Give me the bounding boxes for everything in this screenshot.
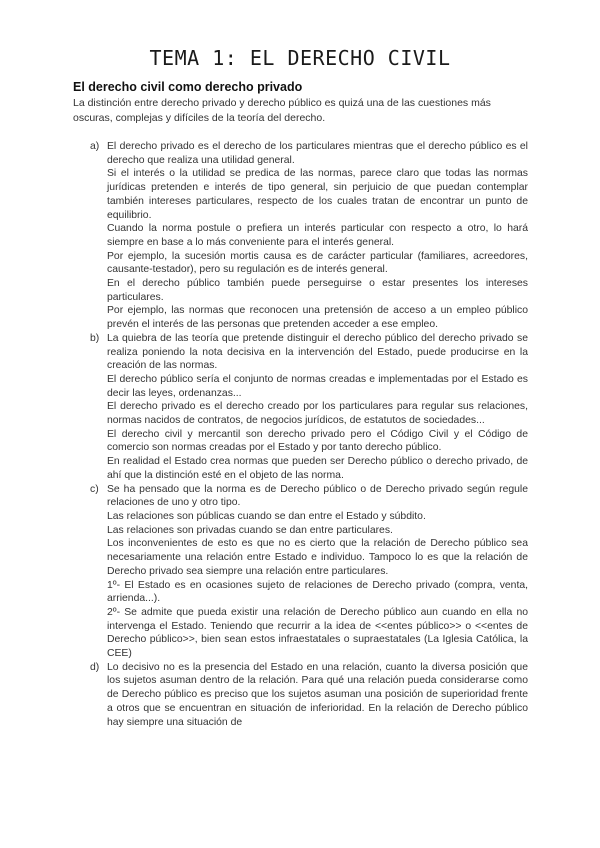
list-marker: a) [90, 141, 100, 152]
list-item [90, 140, 528, 332]
intro-paragraph: La distinción entre derecho privado y derecho público es quizá una de las cuestiones más oscuras, complejas y difíciles de la teoría del derecho. [73, 97, 491, 124]
list-item [90, 483, 528, 661]
list-marker: d) [90, 661, 100, 673]
list-marker: b) [90, 332, 100, 344]
paragraph: Lo decisivo no es la presencia del Estado en una relación, cuanto la diversa posición que los sujetos asuman dentro de la relación. Para qué una relación pueda considerarse como de Derecho público es preciso que los sujetos asuman una posición de superioridad frente a otros que se encuentran en situación de inferioridad. En la relación de Derecho público hay siempre una situación de [107, 661, 528, 728]
list-item [90, 332, 528, 483]
paragraph: Se ha pensado que la norma es de Derecho público o de Derecho privado según regule relaciones de uno y otro tipo. [107, 483, 528, 509]
section-heading: El derecho civil como derecho privado [73, 80, 303, 94]
paragraph: Cuando la norma postule o prefiera un interés particular con respecto a otro, lo hará siempre en base a lo más conveniente para el interés general. [107, 223, 528, 248]
paragraph: El derecho civil y mercantil son derecho privado pero el Código Civil y el Código de comercio son normas creadas por el Estado y por tanto derecho público. [107, 428, 528, 454]
paragraph: 2º- Se admite que pueda existir una relación de Derecho público aun cuando en ella no intervenga el Estado. Teniendo que recurrir a la idea de <<entes público>> o <<entes de Derecho público>>, bien sean estos infraestatales o supraestatales (La Iglesia Católica, la CEE) [107, 606, 528, 660]
list-marker: c) [90, 483, 99, 495]
paragraph: El derecho privado es el derecho creado por los particulares para regular sus relaciones, normas nacidos de contratos, de negocios jurídicos, de estatutos de sociedades... [107, 401, 528, 427]
point-list [90, 140, 528, 729]
paragraph: Por ejemplo, la sucesión mortis causa es de carácter particular (familiares, acreedores, causante-testador), pero su regulación es de interés general. [107, 250, 528, 276]
paragraph: 1º- El Estado es en ocasiones sujeto de relaciones de Derecho privado (compra, venta, arrienda...). [107, 579, 528, 605]
page-title: TEMA 1: EL DERECHO CIVIL [149, 46, 451, 70]
paragraph: La quiebra de las teoría que pretende distinguir el derecho público del derecho privado se realiza poniendo la nota decisiva en la intervención del Estado, puede producirse en la creación de las normas. [107, 332, 528, 372]
paragraph: El derecho público sería el conjunto de normas creadas e implementadas por el Estado es decir las leyes, ordenanzas... [107, 373, 528, 399]
list-item [90, 661, 528, 730]
paragraph: Si el interés o la utilidad se predica de las normas, parece claro que todas las normas jurídicas pretenden e interés de tipo general, sin perjuicio de que puedan contemplar también intereses particulares, respecto de los cuales tratan de encontrar un punto de equilibrio. [107, 168, 528, 221]
paragraph: Las relaciones son públicas cuando se dan entre el Estado y súbdito. [107, 510, 426, 522]
paragraph: Por ejemplo, las normas que reconocen una pretensión de acceso a un empleo público prevén el interés de las personas que pretenden acceder a ese empleo. [107, 305, 528, 331]
paragraph: Las relaciones son privadas cuando se dan entre particulares. [107, 524, 393, 536]
paragraph: Los inconvenientes de esto es que no es cierto que la relación de Derecho público sea necesariamente una relación entre Estado e individuo. Tampoco lo es que la relación de Derecho privado sea siempre una relación entre particulares. [107, 538, 528, 577]
paragraph: En realidad el Estado crea normas que pueden ser Derecho público o derecho privado, de ahí que la distinción esté en el objeto de las norma. [107, 456, 528, 481]
paragraph: En el derecho público también puede perseguirse o estar presentes los intereses particulares. [107, 278, 528, 303]
paragraph: El derecho privado es el derecho de los particulares mientras que el derecho público es el derecho que realiza una utilidad general. [107, 141, 528, 166]
